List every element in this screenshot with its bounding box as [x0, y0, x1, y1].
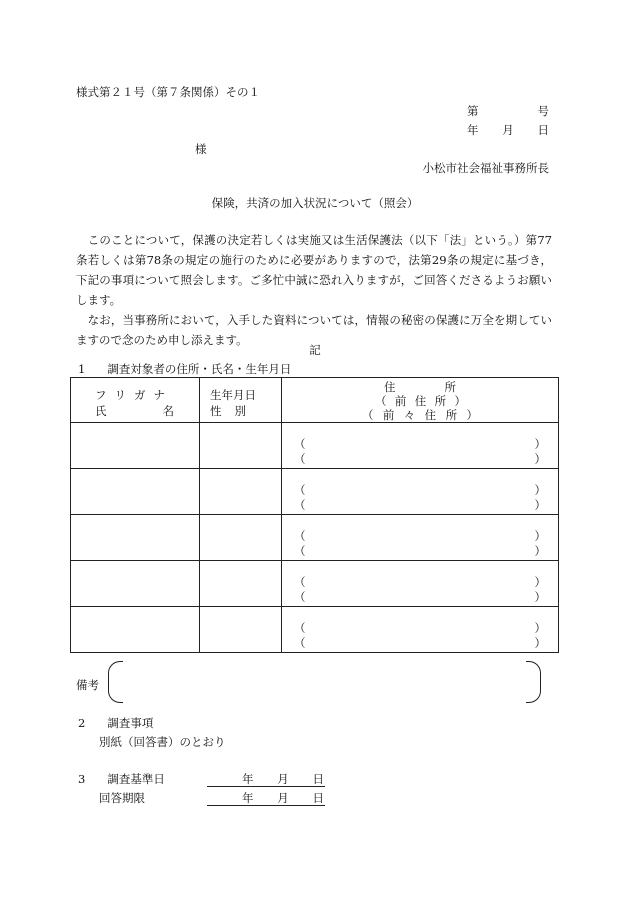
section-2-title: 調査事項: [107, 716, 154, 730]
table-row: [71, 469, 559, 515]
base-date-underline: [207, 786, 325, 787]
name-cell[interactable]: [71, 561, 200, 607]
previous-address-line[interactable]: （ ）: [294, 544, 546, 558]
address-cell[interactable]: [282, 423, 559, 469]
go-label: 号: [537, 104, 549, 118]
year-label: 年: [467, 123, 479, 137]
section-3-number: 3: [78, 772, 86, 786]
date-line: [467, 122, 549, 138]
section-1-title: 調査対象者の住所・氏名・生年月日: [107, 362, 292, 376]
address-cell[interactable]: [282, 561, 559, 607]
header-address: 住 所 （ 前 住 所 ） （ 前 々 住 所 ）: [282, 378, 559, 423]
header-furigana-name: フ リ ガ ナ 氏 名: [71, 378, 200, 423]
section-2-detail: 別紙（回答書）のとおり: [99, 735, 226, 749]
current-address-line[interactable]: （ ）: [294, 575, 546, 589]
remarks-field[interactable]: [124, 665, 524, 697]
name-cell[interactable]: [71, 469, 200, 515]
current-address-line[interactable]: （ ）: [294, 621, 546, 635]
remarks-open-bracket: [108, 661, 123, 703]
dai-label: 第: [467, 104, 479, 118]
address-cell[interactable]: [282, 607, 559, 653]
remarks-close-bracket: [526, 661, 541, 703]
table-row: [71, 561, 559, 607]
table-row: [71, 607, 559, 653]
name-cell[interactable]: [71, 607, 200, 653]
previous-address-line[interactable]: （ ）: [294, 590, 546, 604]
deadline-value[interactable]: 年 月 日: [242, 791, 324, 805]
survey-target-table: [70, 377, 559, 653]
document-title: 保険，共済の加入状況について（照会）: [211, 196, 419, 210]
form-id: 様式第２１号（第７条関係）その１: [76, 85, 260, 99]
current-address-line[interactable]: （ ）: [294, 437, 546, 451]
table-header-row: [71, 378, 559, 423]
table-row: [71, 423, 559, 469]
name-cell[interactable]: [71, 423, 200, 469]
current-address-line[interactable]: （ ）: [294, 483, 546, 497]
name-cell[interactable]: [71, 515, 200, 561]
sender-name: 小松市社会福祉事務所長: [422, 161, 549, 175]
current-address-line[interactable]: （ ）: [294, 529, 546, 543]
birthdate-cell[interactable]: [200, 423, 282, 469]
section-2-number: 2: [78, 716, 86, 730]
deadline-underline: [207, 805, 325, 806]
section-2-heading: [78, 715, 153, 731]
month-label: 月: [502, 123, 514, 137]
document-number-line: [467, 103, 549, 119]
table-row: [71, 515, 559, 561]
day-label: 日: [537, 123, 549, 137]
section-1-number: 1: [78, 362, 86, 376]
birthdate-cell[interactable]: [200, 469, 282, 515]
remarks-label: 備考: [76, 678, 99, 692]
header-birthdate-sex: 生年月日 性 別: [200, 378, 282, 423]
birthdate-cell[interactable]: [200, 561, 282, 607]
body-paragraph-1: このことについて，保護の決定若しくは実施又は生活保護法（以下「法」という。）第77条若しくは第78条の規定の施行のために必要がありますので，法第29条の規定に基づき，下記の事項について照会します。ご多忙中誠に恐れ入りますが，ご回答くださるようお願いします。: [76, 233, 552, 307]
deadline-label: 回答期限: [99, 791, 145, 805]
birthdate-cell[interactable]: [200, 607, 282, 653]
address-cell[interactable]: [282, 515, 559, 561]
ki-label: 記: [309, 343, 321, 357]
address-cell[interactable]: [282, 469, 559, 515]
previous-address-line[interactable]: （ ）: [294, 498, 546, 512]
birthdate-cell[interactable]: [200, 515, 282, 561]
section-1-heading: [78, 361, 291, 377]
previous-address-line[interactable]: （ ）: [294, 636, 546, 650]
body-paragraph-2: なお，当事務所において，入手した資料については，情報の秘密の保護に万全を期していますので念のため申し添えます。: [76, 313, 552, 347]
base-date-label: 調査基準日: [107, 772, 165, 786]
addressee-suffix: 様: [195, 142, 207, 156]
previous-address-line[interactable]: （ ）: [294, 452, 546, 466]
section-3-heading: [78, 771, 165, 787]
base-date-value[interactable]: 年 月 日: [242, 772, 324, 786]
